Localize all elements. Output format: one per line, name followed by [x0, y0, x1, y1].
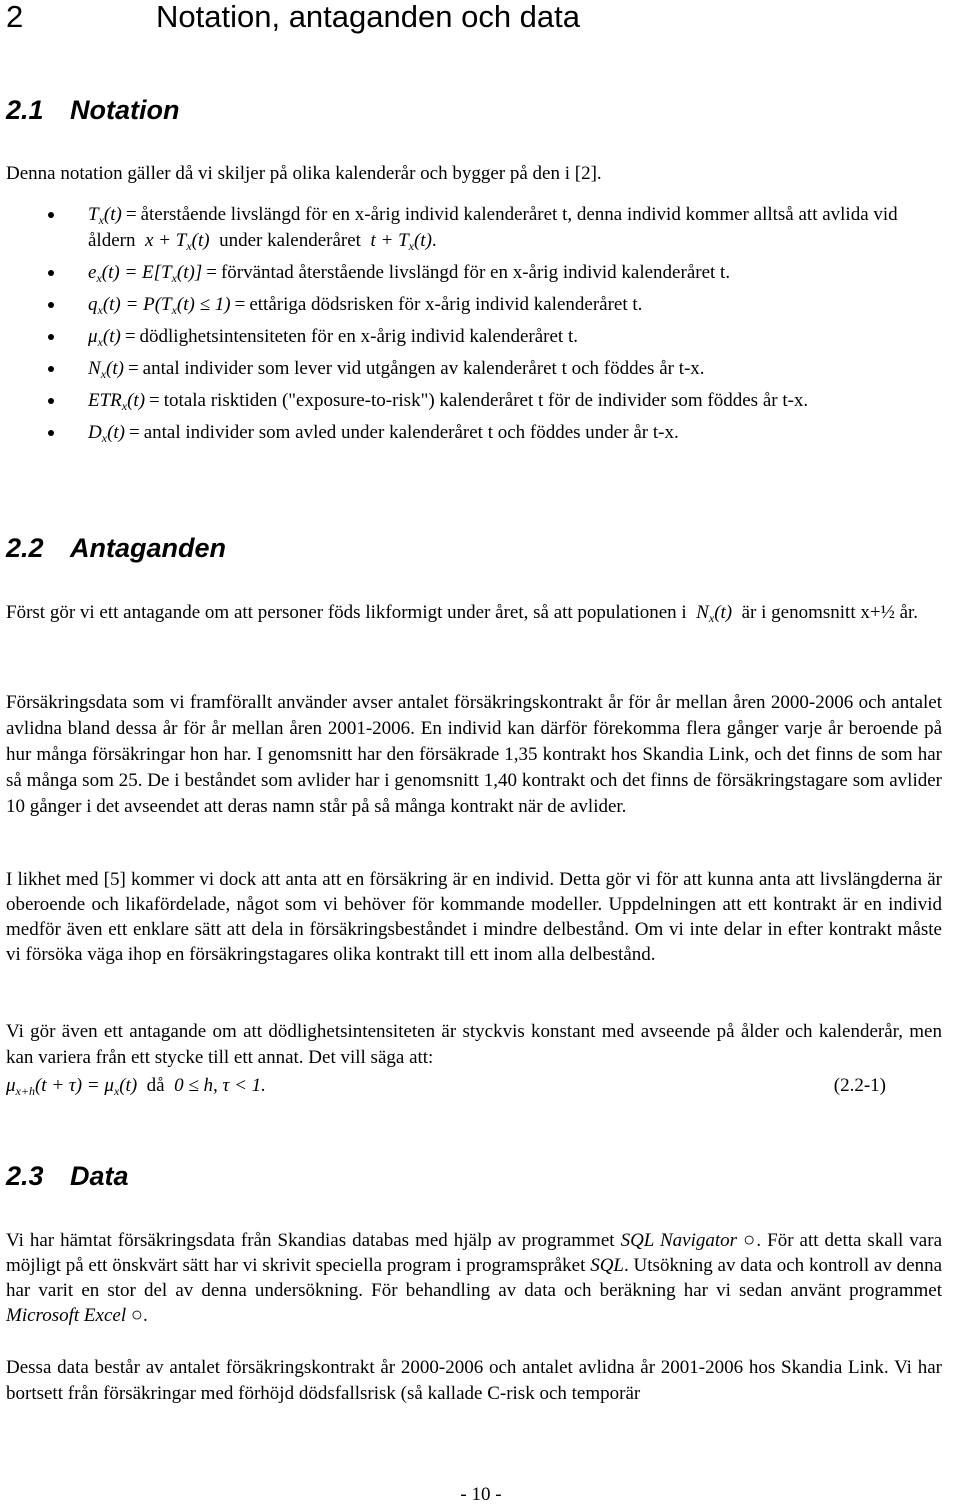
section-title: Notation: [70, 95, 180, 125]
formula: $D_x(t)$: [88, 422, 125, 445]
list-item: $D_x(t)$ = antal individer som avled under kalenderåret t och föddes under år t-x.: [6, 420, 946, 446]
list-item-text: antal individer som avled under kalenderåret t och föddes under år t-x.: [143, 422, 679, 443]
paragraph-text: . Utsökning av data och kontroll av denna har varit en stor del av denna undersökning. För behandling av data och beräkning har vi sedan använt programmet: [6, 1255, 943, 1301]
equation-number: (2.2-1): [833, 1075, 886, 1096]
list-item: $q_x(t) = P(T_x(t) \le 1)$ = ettåriga dödsrisken för x-årig individ kalenderåret t.: [6, 292, 946, 318]
list-item-text: förväntad återstående livslängd för en x-årig individ kalenderåret t.: [220, 262, 731, 283]
bullet-icon: [48, 398, 54, 404]
paragraph-text: är i genomsnitt x+½ år.: [741, 602, 919, 623]
formula: $e_x(t) = E[T_x(t)]$: [88, 262, 203, 285]
notation-intro: Denna notation gäller då vi skiljer på olika kalenderår och bygger på den i [2].: [6, 163, 602, 184]
paragraph-text: Först gör vi ett antagande om att personer föds likformigt under året, så att populationen i: [6, 602, 687, 623]
list-item-text: totala risktiden ("exposure-to-risk") kalenderåret t för de individer som föddes år t-x.: [163, 390, 809, 411]
list-item-text: antal individer som lever vid utgången av kalenderåret t och föddes år t-x.: [142, 358, 705, 379]
section-title: Data: [70, 1161, 129, 1191]
notation-list: [6, 202, 946, 446]
equation: [6, 1073, 886, 1099]
formula: $ETR_x(t)$: [88, 390, 146, 413]
list-item-text: återstående livslängd för en x-årig individ kalenderåret t, denna individ kommer alltså att avlida vid åldern: [88, 204, 898, 251]
page-number: - 10 -: [460, 1484, 502, 1505]
formula: 0 ≤ h, τ < 1.: [174, 1075, 266, 1096]
paragraph: Dessa data består av antalet försäkringskontrakt år 2000-2006 och antalet avlidna år 2001-2006 hos Skandia Link. Vi har bortsett från försäkringar med förhöjd dödsfallsrisk (så kallade C-risk och temporär: [6, 1357, 942, 1404]
section-number: 2.2: [6, 533, 44, 563]
bullet-icon: [48, 302, 54, 308]
paragraph: I likhet med [5] kommer vi dock att anta att en försäkring är en individ. Detta gör vi för att kunna anta att livslängderna är oberoende och likafördelade, något som vi behöver för kommande modeller. Uppdelningen att ett kontrakt är en individ medför även ett enklare sätt att dela in försäkringsbeståndet i mindre delbestånd. Om vi inte delar in efter kontrakt måste vi försöka väga ihop en försäkringstagares olika kontrakt till ett inom alla delbestånd.: [6, 869, 942, 965]
section-number: 2.3: [6, 1161, 44, 1191]
list-item: $ETR_x(t)$ = totala risktiden ("exposure-to-risk") kalenderåret t för de individer som föddes år t-x.: [6, 388, 946, 414]
paragraph-text: . För att detta skall vara möjligt på ett önskvärt sätt har vi skrivit speciella program i programspråket: [6, 1230, 942, 1276]
list-item-text: dödlighetsintensiteten för en x-årig individ kalenderåret t.: [139, 326, 578, 347]
paragraph: Försäkringsdata som vi framförallt använder avser antalet försäkringskontrakt år för år mellan åren 2000-2006 och antalet avlidna bland dessa år för år mellan åren 2001-2006. En individ kan därför förekomma flera gånger varje år beroende på hur många försäkringar hon har. I genomsnitt har den försäkrade 1,35 kontrakt hos Skandia Link, och det finns de som har så många som 25. De i beståndet som avlider har i genomsnitt 1,40 kontrakt och det finns de försäkringstagare som avlider 10 gånger i det avseendet att deras namn står på så många kontrakt när de avlider.: [6, 692, 942, 817]
formula: $N_x(t)$: [691, 602, 733, 625]
bullet-icon: [48, 430, 54, 436]
copyright-circle-icon: ○: [130, 1304, 143, 1326]
section-heading-notation: [6, 94, 179, 126]
list-item-text: under kalenderåret: [219, 230, 361, 251]
formula: $q_x(t) = P(T_x(t) \le 1)$: [88, 294, 231, 317]
section-heading-antaganden: [6, 532, 226, 564]
paragraph: Vi gör även ett antagande om att dödlighetsintensiteten är styckvis konstant med avseende på ålder och kalenderår, men kan variera från ett stycke till ett annat. Det vill säga att:: [6, 1021, 942, 1068]
formula: $\mu_{x+h}(t + \tau) = \mu_x(t)$: [6, 1075, 138, 1098]
software-name: Microsoft Excel: [6, 1305, 127, 1326]
paragraph-text: .: [142, 1305, 148, 1326]
chapter-heading: [6, 0, 580, 34]
section-heading-data: [6, 1160, 129, 1192]
software-name: SQL Navigator: [620, 1230, 738, 1251]
section-title: Antaganden: [70, 533, 227, 563]
bullet-icon: [48, 212, 54, 218]
list-item: $\mu_x(t)$ = dödlighetsintensiteten för en x-årig individ kalenderåret t.: [6, 324, 946, 350]
bullet-icon: [48, 334, 54, 340]
copyright-circle-icon: ○: [743, 1229, 757, 1251]
list-item: $e_x(t) = E[T_x(t)]$ = förväntad återstående livslängd för en x-årig individ kalenderåret t.: [6, 260, 946, 286]
formula: $x + T_x(t)$: [140, 230, 210, 253]
chapter-title: Notation, antaganden och data: [156, 0, 581, 34]
chapter-number: 2: [6, 0, 24, 34]
formula: $N_x(t)$: [88, 358, 124, 381]
list-item: $N_x(t)$ = antal individer som lever vid utgången av kalenderåret t och föddes år t-x.: [6, 356, 946, 382]
bullet-icon: [48, 366, 54, 372]
paragraph-text: Vi har hämtat försäkringsdata från Skandias databas med hjälp av programmet: [6, 1230, 615, 1251]
formula: $T_x(t)$: [88, 204, 122, 227]
paragraph: [6, 1228, 942, 1328]
software-name: SQL: [590, 1255, 624, 1276]
equation-text: då: [146, 1075, 165, 1096]
list-item: $T_x(t)$ = återstående livslängd för en x-årig individ kalenderåret t, denna individ kommer alltså att avlida vid åldern $x + T_x(t)$ under kalenderåret $t + T_x(t)$.: [6, 202, 946, 254]
formula: $t + T_x(t)$: [365, 230, 432, 253]
formula: $\mu_x(t)$: [88, 326, 121, 349]
bullet-icon: [48, 270, 54, 276]
section-number: 2.1: [6, 95, 44, 125]
paragraph: [6, 600, 942, 626]
list-item-text: ettåriga dödsrisken för x-årig individ kalenderåret t.: [249, 294, 643, 315]
